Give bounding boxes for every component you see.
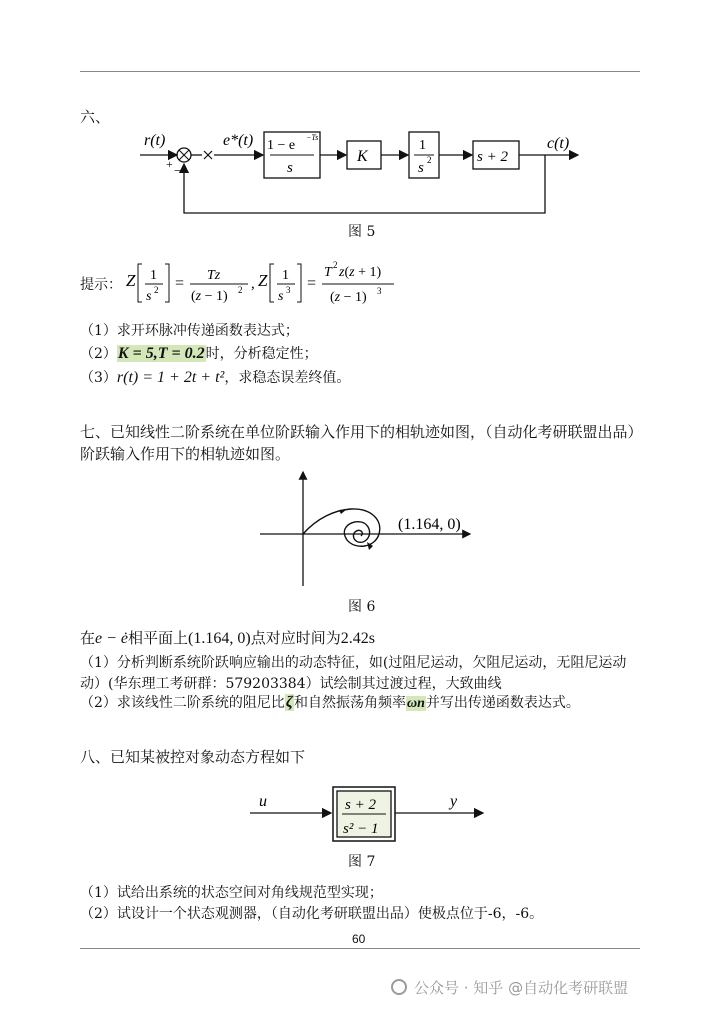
block-diagram-fig7 — [245, 784, 495, 848]
zoh-denominator: s — [287, 160, 293, 176]
q7-item-2: （2）求该线性二阶系统的阻尼比ζ和自然振荡角频率ωn并写出传递函数表达式。 — [80, 694, 580, 711]
watermark: 公众号 · 知乎 @自动化考研联盟 — [414, 979, 629, 997]
plant-label: s + 2 — [477, 149, 508, 165]
svg-text:2: 2 — [154, 285, 159, 295]
svg-text:2: 2 — [333, 260, 338, 270]
q8-item-1: （1）试给出系统的状态空间对角线规范型实现； — [80, 885, 383, 901]
tf-numerator: s + 2 — [345, 797, 376, 813]
page-number: 60 — [352, 932, 366, 946]
hint-label: 提示： — [80, 277, 122, 293]
q7-heading-line-2: 阶跃输入作用下的相轨迹如图。 — [80, 445, 291, 463]
svg-text:T: T — [324, 265, 332, 280]
svg-text:=: = — [307, 275, 317, 292]
trajectory-curve — [303, 509, 380, 546]
output-label: y — [450, 793, 458, 810]
wechat-icon — [391, 979, 407, 995]
q8-heading: 八、已知某被控对象动态方程如下 — [80, 748, 306, 766]
zeta-symbol: ζ — [285, 694, 293, 711]
q7-heading-line-1: 七、已知线性二阶系统在单位阶跃输入作用下的相轨迹如图，（自动化考研联盟出品） — [80, 423, 643, 441]
top-rule — [80, 71, 640, 72]
sampler-label: e*(t) — [223, 132, 254, 149]
svg-text:Tz: Tz — [207, 268, 221, 283]
q7-item-1-line-2: 动）(华东理工考研群：579203384）试绘制其过渡过程，大致曲线 — [80, 676, 502, 692]
integrator-exponent: 2 — [427, 155, 432, 165]
fig5-caption: 图 5 — [348, 224, 376, 240]
bottom-rule — [80, 948, 640, 949]
q6-item-2-math: K = 5,T = 0.2 — [117, 345, 205, 362]
input-label: r(t) — [144, 132, 166, 149]
tf-denominator: s² − 1 — [343, 821, 379, 837]
q7-statement: 在e − ė相平面上(1.164, 0)点对应时间为2.42s — [80, 629, 375, 647]
plus-sign: + — [166, 157, 173, 171]
fig7-caption: 图 7 — [348, 854, 376, 870]
omega-symbol: ωn — [406, 696, 425, 711]
svg-text:s: s — [146, 289, 152, 304]
output-label: c(t) — [547, 135, 570, 152]
q7-item-1-line-1: （1）分析判断系统阶跃响应输出的动态特征，如(过阻尼运动，欠阻尼运动，无阻尼运动 — [80, 655, 627, 671]
phase-trajectory-fig6 — [255, 466, 485, 590]
input-label: u — [259, 793, 267, 810]
svg-text:2: 2 — [238, 285, 243, 295]
svg-text:1: 1 — [282, 268, 289, 283]
gain-label: K — [357, 148, 368, 165]
svg-text:=: = — [175, 275, 185, 292]
integrator-numerator: 1 — [419, 138, 426, 153]
q6-heading: 六、 — [80, 108, 111, 126]
q6-item-3-math: r(t) = 1 + 2t + t² — [116, 369, 225, 386]
svg-text:z(z + 1): z(z + 1) — [339, 265, 382, 280]
minus-sign: − — [174, 163, 182, 178]
block-diagram-fig5 — [130, 118, 600, 218]
trajectory-arrow — [339, 509, 347, 514]
svg-text:Z: Z — [258, 271, 268, 290]
svg-text:3: 3 — [286, 285, 291, 295]
q6-item-3: （3）r(t) = 1 + 2t + t²，求稳态误差终值。 — [80, 369, 351, 386]
zoh-numerator: 1 − e — [267, 138, 296, 153]
zoh-exponent: −Ts — [306, 133, 319, 142]
svg-text:(z − 1): (z − 1) — [330, 290, 367, 305]
q8-item-2: （2）试设计一个状态观测器，（自动化考研联盟出品）使极点位于-6，-6。 — [80, 906, 544, 922]
q6-item-1: （1）求开环脉冲传递函数表达式； — [80, 323, 299, 339]
svg-text:s: s — [278, 289, 284, 304]
fig6-caption: 图 6 — [348, 599, 376, 615]
svg-text:1: 1 — [150, 268, 157, 283]
point-label: (1.164, 0) — [398, 516, 461, 533]
svg-text:3: 3 — [377, 286, 382, 296]
svg-text:Z: Z — [126, 271, 136, 290]
q6-item-2: （2）K = 5,T = 0.2时，分析稳定性； — [80, 345, 318, 362]
integrator-denominator: s — [418, 160, 424, 176]
hint-formula — [124, 252, 414, 310]
svg-text:(z − 1): (z − 1) — [191, 289, 228, 304]
svg-text:,: , — [251, 276, 255, 292]
